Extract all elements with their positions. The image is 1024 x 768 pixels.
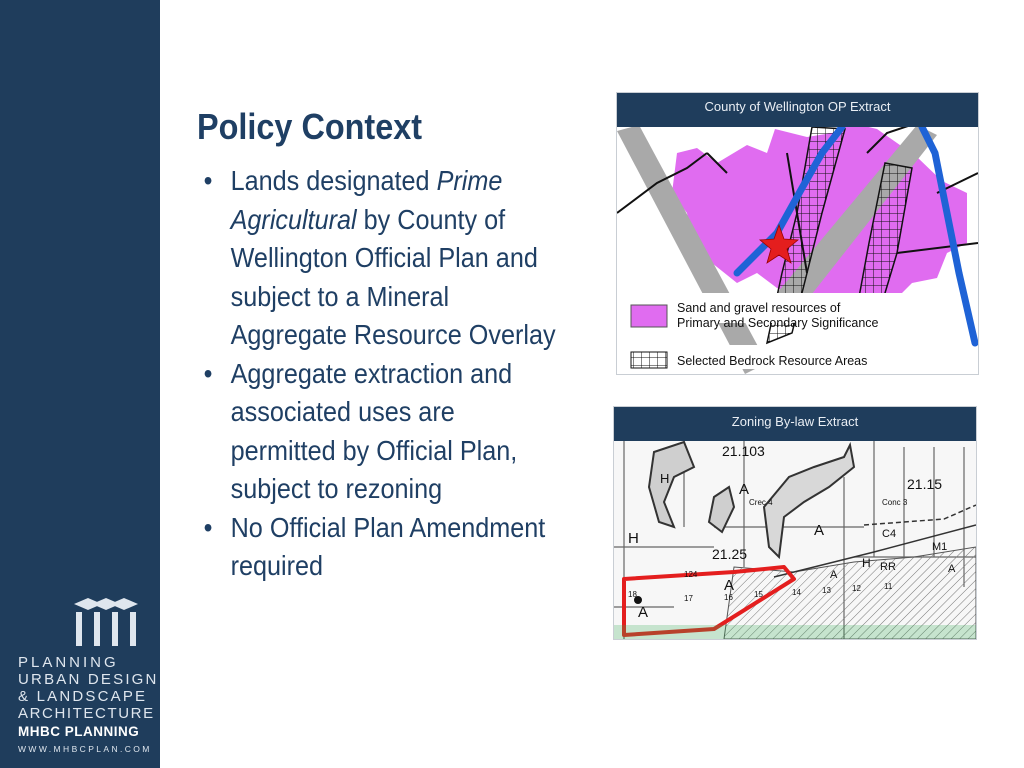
zone-label: A [814,522,825,539]
zone-label: A [638,604,649,621]
logo-line-architecture: ARCHITECTURE [18,705,155,722]
zone-label: H [660,471,670,486]
lot-number: 12 [852,584,861,593]
bullet-suffix: by County of Wellington Official Plan and subject to a Mineral Aggregate Resource Overlay [230,203,556,350]
zoning-extract-map [613,406,977,640]
zone-label: A [830,569,838,581]
lot-number: 15 [754,590,763,599]
legend-label-sand-1: Sand and gravel resources of [677,301,841,315]
zoning-extract-header: Zoning By-law Extract [614,407,976,441]
zone-label: A [724,577,735,594]
lot-number: 14 [792,588,801,597]
green-strip [614,625,976,639]
bullet-emphasis: Prime Agricultural [230,165,503,235]
zone-label: C4 [882,528,897,540]
logo-line-planning: PLANNING [18,654,119,671]
legend-swatch-bedrock [631,352,667,368]
zone-label: A [739,481,750,498]
op-extract-header: County of Wellington OP Extract [617,93,978,127]
lot-number: 124 [684,570,698,579]
zone-label: Crec 4 [749,498,773,507]
mhbc-logo-mark-icon [68,596,144,648]
zone-label: 21.15 [907,476,943,492]
logo-line-landscape: & LANDSCAPE [18,688,148,705]
lot-number: 11 [884,582,893,591]
bullet-item: • No Official Plan Amendment required [200,509,560,586]
zone-label: M1 [932,541,948,553]
sidebar-band [0,0,160,768]
bullet-list [200,162,560,586]
bullet-prefix: Lands designated [230,165,437,196]
op-extract-map [616,92,979,375]
op-map-graphic [617,93,978,374]
mhbc-logo [18,596,159,758]
zone-label: 21.25 [712,546,748,562]
zone-label: RR [880,561,896,573]
zoning-map-graphic [614,407,976,639]
logo-website: WWW.MHBCPLAN.COM [18,744,152,754]
lot-number: 17 [684,594,693,603]
logo-brand: MHBC PLANNING [18,724,140,739]
bullet-item [200,162,560,355]
slide-title: Policy Context [197,106,423,147]
bullet-item: • Aggregate extraction and associated uses are permitted by Official Plan, subject to rezoning [200,355,560,509]
zone-label: A [948,563,956,575]
legend-label-sand-2: Primary and Secondary Significance [677,316,879,330]
lot-number: 18 [628,590,637,599]
logo-line-urban-design: URBAN DESIGN [18,671,159,688]
legend-swatch-sand [631,305,667,327]
lot-number: 13 [822,586,831,595]
zone-label: H [862,556,871,570]
zone-label: 21.103 [722,443,765,459]
zone-label: Conc 3 [882,498,908,507]
zone-label: H [628,530,639,547]
lot-number: 16 [724,593,733,602]
legend-label-bedrock: Selected Bedrock Resource Areas [677,354,868,368]
